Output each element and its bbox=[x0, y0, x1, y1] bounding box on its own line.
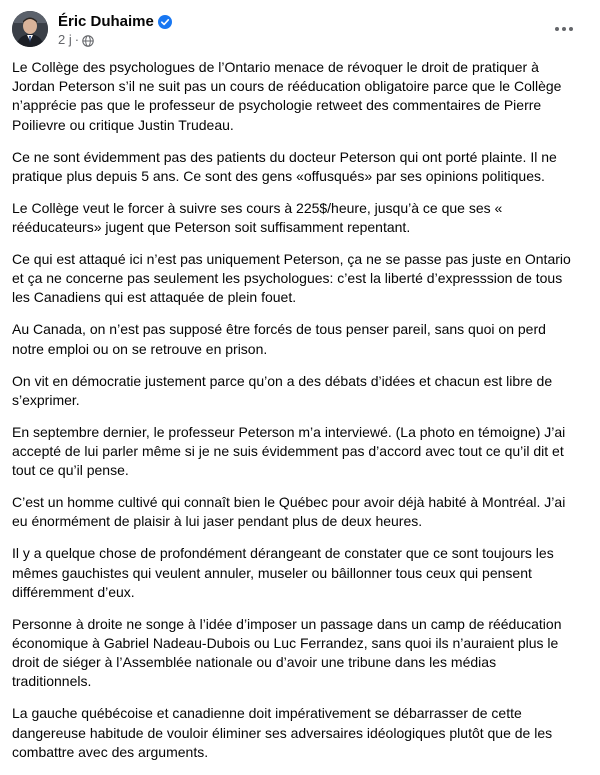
author-line bbox=[58, 12, 172, 31]
post-paragraph: Ce qui est attaqué ici n’est pas uniquement Peterson, ça ne se passe pas juste en Ontario et ça ne concerne pas seulement les psychologues: c’est la liberté d’expresssion de tous les Canadiens qui est attaquée de plein fouet. bbox=[12, 251, 571, 306]
meta-separator: · bbox=[74, 32, 80, 47]
author-name[interactable]: Éric Duhaime bbox=[58, 13, 154, 30]
post-paragraph: Le Collège veut le forcer à suivre ses cours à 225$/heure, jusqu’à ce que ses « rééducateurs» jugent que Peterson soit suffisamment repentant. bbox=[12, 199, 503, 236]
post-paragraph: Ce ne sont évidemment pas des patients du docteur Peterson qui ont porté plainte. Il ne pratique plus depuis 5 ans. Ce sont des gens «offusqués» par ses opinions politiques. bbox=[12, 148, 557, 184]
post-paragraph: C’est un homme cultivé qui connaît bien le Québec pour avoir déjà habité à Montréal. J’ai eu énormément de plaisir à lui jaser pendant plus de deux heures. bbox=[12, 494, 566, 530]
post-meta bbox=[58, 32, 172, 48]
post-paragraph: Personne à droite ne songe à l’idée d’imposer un passage dans un camp de rééducation économique à Gabriel Nadeau-Dubois ou Luc Ferrandez, sans quoi ils n’auraient plus le droit de siéger à l’Assemblée nationale ou d’avoir une tribune dans les médias traditionnels. bbox=[12, 615, 562, 690]
author-block bbox=[58, 12, 172, 48]
post-paragraph: Il y a quelque chose de profondément dérangeant de constater que ce sont toujours les mêmes gauchistes qui veulent annuler, museler ou bâillonner tous ceux qui pensent différemment d’eux. bbox=[12, 545, 554, 600]
globe-icon bbox=[82, 34, 94, 46]
post-paragraph: On vit en démocratie justement parce qu’on a des débats d’idées et chacun est libre de s’exprimer. bbox=[12, 372, 553, 408]
post-paragraph: Le Collège des psychologues de l’Ontario menace de révoquer le droit de pratiquer à Jordan Peterson s’il ne suit pas un cours de rééducation obligatoire parce que le Collège n’apprécie pas que le professeur de psychologie retweet des commentaires de Pierre Poilievre ou critique Justin Trudeau. bbox=[12, 59, 562, 133]
post-paragraph: En septembre dernier, le professeur Peterson m’a interviewé. (La photo en témoigne) J’ai accepté de lui parler même si je ne suis évidemment pas d’accord avec tout ce qu’il dit et tout ce qu’il pense. bbox=[12, 423, 566, 479]
verified-badge-icon bbox=[158, 15, 172, 29]
post-timestamp[interactable]: 2 j bbox=[58, 32, 72, 47]
avatar-image bbox=[12, 11, 48, 47]
more-options-icon[interactable] bbox=[552, 17, 576, 41]
post-body bbox=[12, 58, 572, 775]
post-header bbox=[12, 11, 588, 51]
avatar[interactable] bbox=[12, 11, 48, 47]
post-paragraph: Au Canada, on n’est pas supposé être forcés de tous penser pareil, sans quoi on perd notre emploi ou on se retrouve en prison. bbox=[12, 321, 546, 357]
post-paragraph: La gauche québécoise et canadienne doit impérativement se débarrasser de cette dangereuse habitude de vouloir éliminer ses adversaires idéologiques plutôt que de les combattre avec des arguments. bbox=[12, 705, 553, 760]
